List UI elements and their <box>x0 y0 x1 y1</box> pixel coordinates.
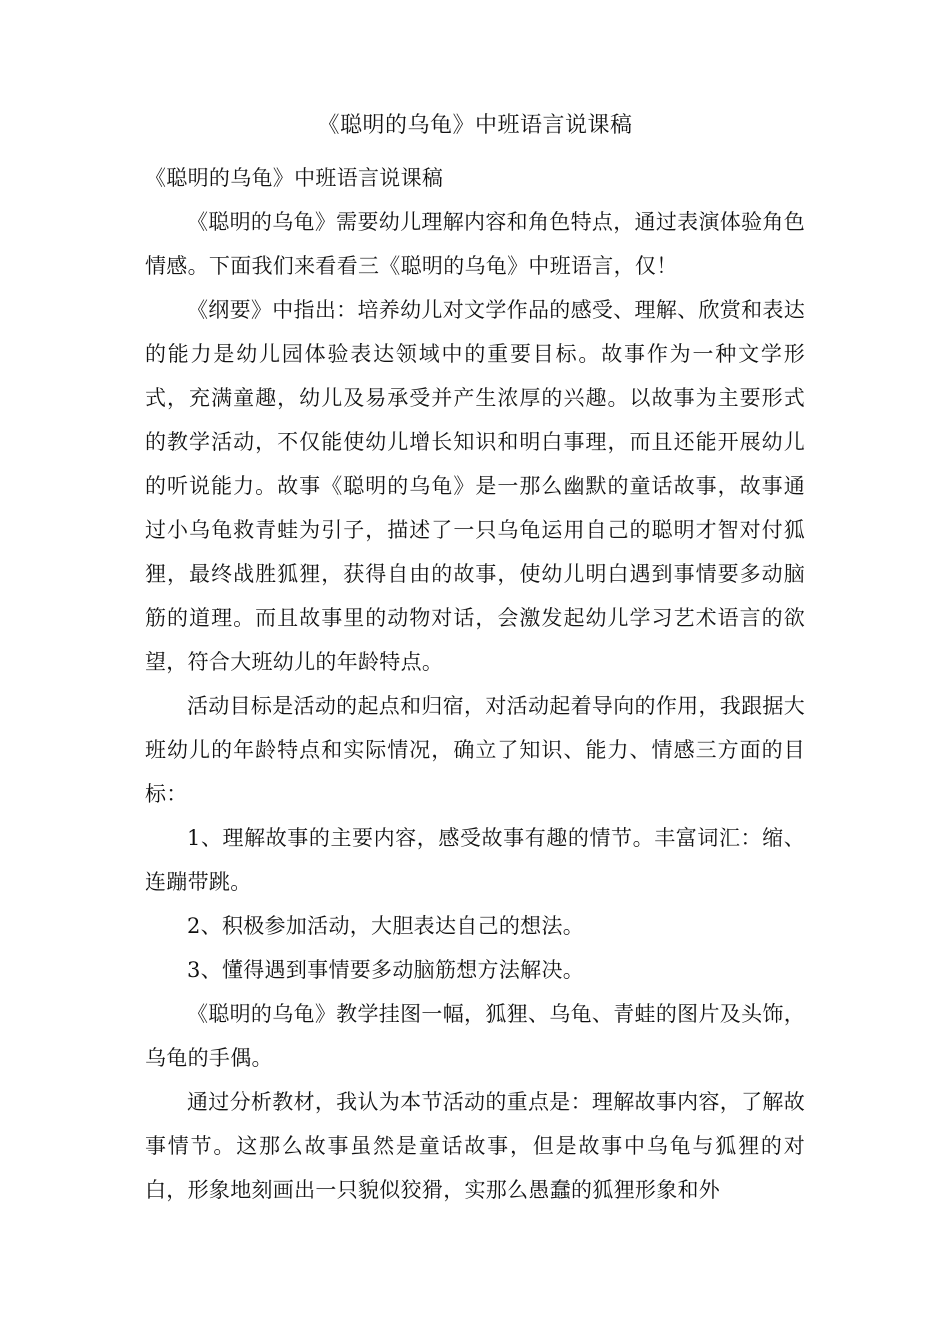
material-analysis-paragraph: 《纲要》中指出：培养幼儿对文学作品的感受、理解、欣赏和表达的能力是幼儿园体验表达领域中的重要目标。故事作为一种文学形式，充满童趣，幼儿及易承受并产生浓厚的兴趣。以故事为主要形式的教学活动，不仅能使幼儿增长知识和明白事理，而且还能开展幼儿的听说能力。故事《聪明的乌龟》是一那么幽默的童话故事，故事通过小乌龟救青蛙为引子，描述了一只乌龟运用自己的聪明才智对付狐狸，最终战胜狐狸，获得自由的故事，使幼儿明白遇到事情要多动脑筋的道理。而且故事里的动物对话，会激发起幼儿学习艺术语言的欲望，符合大班幼儿的年龄特点。 <box>145 298 805 674</box>
document-title: 《聪明的乌龟》中班语言说课稿 <box>317 113 633 138</box>
key-points-paragraph: 通过分析教材，我认为本节活动的重点是：理解故事内容，了解故事情节。这那么故事虽然是童话故事，但是故事中乌龟与狐狸的对白，形象地刻画出一只貌似狡猾，实那么愚蠢的狐狸形象和外 <box>145 1090 805 1202</box>
subtitle-paragraph: 《聪明的乌龟》中班语言说课稿 <box>145 166 444 190</box>
document-body <box>145 156 805 1212</box>
intro-paragraph: 《聪明的乌龟》需要幼儿理解内容和角色特点，通过表演体验角色情感。下面我们来看看三《聪明的乌龟》中班语言，仅！ <box>145 210 805 278</box>
objective-3-paragraph: 3、懂得遇到事情要多动脑筋想方法解决。 <box>187 958 585 982</box>
objectives-intro-paragraph: 活动目标是活动的起点和归宿，对活动起着导向的作用，我跟据大班幼儿的年龄特点和实际情况，确立了知识、能力、情感三方面的目标： <box>145 694 805 806</box>
preparation-paragraph: 《聪明的乌龟》教学挂图一幅，狐狸、乌龟、青蛙的图片及头饰，乌龟的手偶。 <box>145 1002 805 1070</box>
objective-1-paragraph: 1、理解故事的主要内容，感受故事有趣的情节。丰富词汇：缩、连蹦带跳。 <box>145 826 805 894</box>
objective-2-paragraph: 2、积极参加活动，大胆表达自己的想法。 <box>187 914 585 938</box>
